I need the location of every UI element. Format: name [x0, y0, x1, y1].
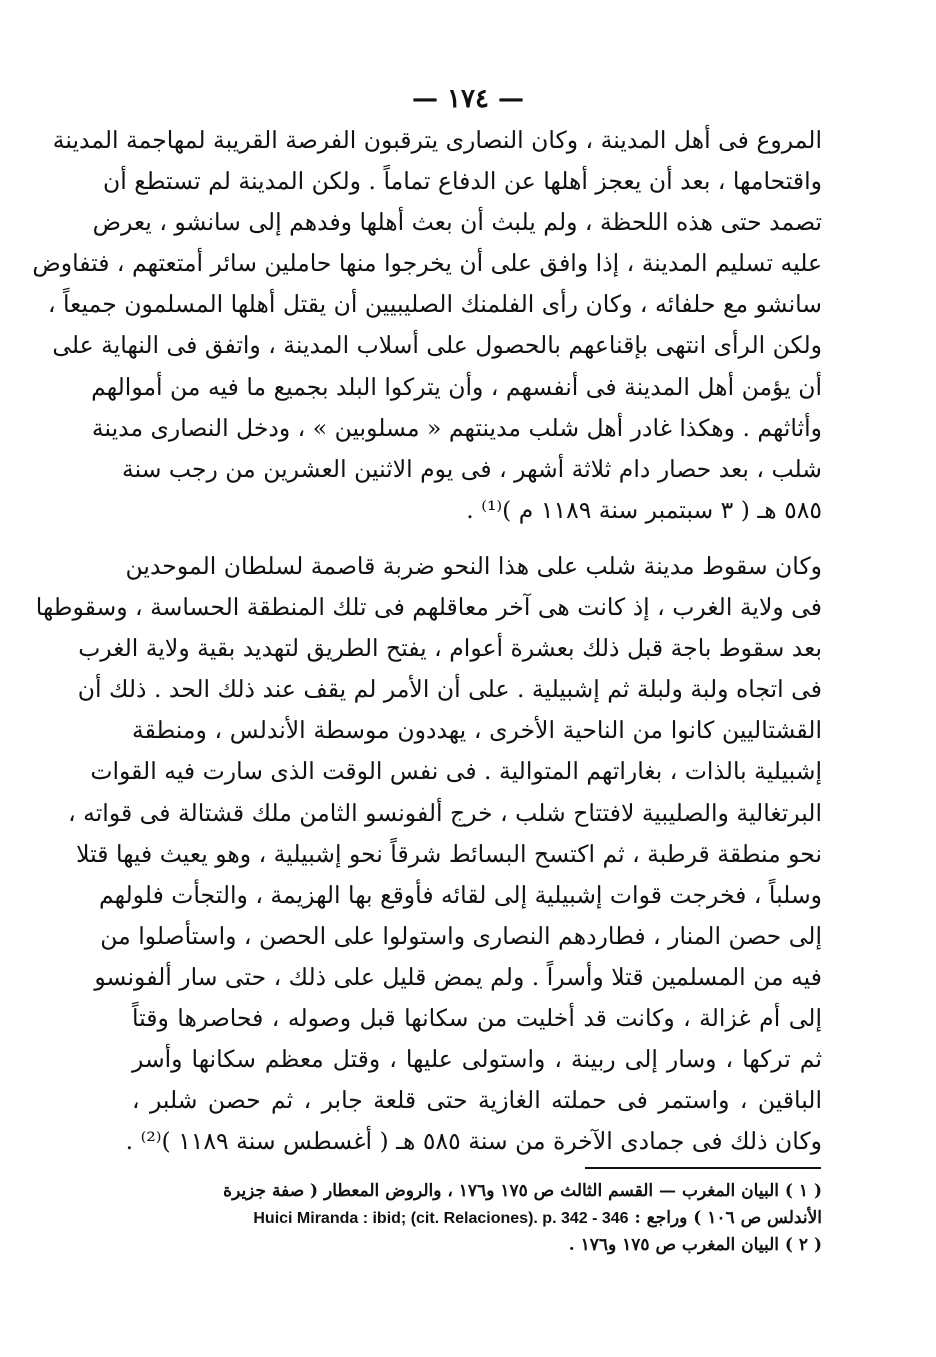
text-line: إلى حصن المنار ، فطاردهم النصارى واستولوا على الحصن ، واستأصلوا من — [100, 921, 822, 950]
footnote-1-line-1: ( ١ ) البيان المغرب — القسم الثالث ص ١٧٥ و١٧٦ ، والروض المعطار ( صفة جزيرة — [223, 1181, 822, 1201]
footnotes — [132, 1178, 822, 1259]
text-line: فى ولاية الغرب ، إذ كانت هى آخر معاقلهم فى تلك المنطقة الحساسة ، وسقوطها — [35, 593, 822, 622]
text-line: القشتاليين كانوا من الناحية الأخرى ، يهددون موسطة الأندلس ، ومنطقة — [132, 716, 822, 745]
text-line: وأثاثهم . وهكذا غادر أهل شلب مدينتهم « مسلوبين » ، ودخل النصارى مدينة — [91, 413, 822, 442]
text-line: وكان ذلك فى جمادى الآخرة من سنة ٥٨٥ هـ ( أغسطس سنة ١١٨٩ )⁽²⁾ . — [125, 1127, 822, 1156]
footnote-divider — [585, 1167, 821, 1169]
paragraph-2 — [35, 546, 823, 1162]
text-line: أن يؤمن أهل المدينة فى أنفسهم ، وأن يتركوا البلد بجميع ما فيه من أموالهم — [91, 372, 822, 401]
text-line: بعد سقوط باجة قبل ذلك بعشرة أعوام ، يفتح الطريق لتهديد بقية ولاية الغرب — [78, 634, 822, 663]
page-number: — ١٧٤ — — [411, 84, 525, 114]
footnote-1-latin-reference: Huici Miranda : ibid; (cit. Relaciones). p. 342 - 346 — [253, 1210, 629, 1227]
text-line: المروع فى أهل المدينة ، وكان النصارى يترقبون الفرصة القريبة لمهاجمة المدينة — [52, 126, 822, 154]
text-line: واقتحامها ، بعد أن يعجز أهلها عن الدفاع تماماً . ولكن المدينة لم تستطع أن — [102, 167, 822, 196]
footnote-2: ( ٢ ) البيان المغرب ص ١٧٥ و١٧٦ . — [568, 1235, 822, 1255]
footnote-1-line-2 — [132, 1205, 822, 1232]
text-line: إلى أم غزالة ، وكانت قد أخليت من سكانها قبل وصوله ، فحاصرها وقتاً — [132, 1004, 823, 1033]
text-line: نحو منطقة قرطبة ، ثم اكتسح البسائط شرقاً نحو إشبيلية ، وهو يعيث فيها قتلا — [76, 839, 822, 868]
text-line: تصمد حتى هذه اللحظة ، ولم يلبث أن بعث أهلها وفدهم إلى سانشو ، يعرض — [92, 208, 822, 237]
footnote-1-arabic: الأندلس ص ١٠٦ ) وراجع : — [634, 1208, 822, 1228]
text-line: عليه تسليم المدينة ، إذا وافق على أن يخرجوا منها حاملين سائر أمتعتهم ، فتفاوض — [32, 249, 822, 278]
text-line: فيه من المسلمين قتلا وأسراً . ولم يمض قليل على ذلك ، حتى سار ألفونسو — [94, 962, 822, 991]
text-line: الباقين ، واستمر فى حملته الغازية حتى قلعة جابر ، ثم حصن شلبر ، — [132, 1086, 822, 1115]
text-line: شلب ، بعد حصار دام ثلاثة أشهر ، فى يوم الاثنين العشرين من رجب سنة — [122, 454, 822, 483]
text-line: فى اتجاه ولبة ولبلة ثم إشبيلية . على أن الأمر لم يقف عند ذلك الحد . ذلك أن — [77, 675, 822, 704]
text-line: ولكن الرأى انتهى بإقناعهم بالحصول على أسلاب المدينة ، واتفق فى النهاية على — [52, 331, 822, 360]
text-line: وكان سقوط مدينة شلب على هذا النحو ضربة قاصمة لسلطان الموحدين — [125, 552, 822, 580]
text-line: وسلباً ، فخرجت قوات إشبيلية إلى لقائه فأوقع بها الهزيمة ، والتجأت فلولهم — [99, 880, 822, 909]
text-line: ٥٨٥ هـ ( ٣ سبتمبر سنة ١١٨٩ م )⁽¹⁾ . — [466, 495, 822, 524]
text-line: ثم تركها ، وسار إلى ربينة ، واستولى عليها ، وقتل معظم سكانها وأسر — [132, 1045, 822, 1074]
text-line: البرتغالية والصليبية لافتتاح شلب ، خرج ألفونسو الثامن ملك قشتالة فى قواته ، — [68, 798, 822, 827]
text-line: سانشو مع حلفائه ، وكان رأى الفلمنك الصليبيين أن يقتل أهلها المسلمون جميعاً ، — [47, 290, 822, 319]
paragraph-1 — [32, 120, 822, 531]
text-line: إشبيلية بالذات ، بغاراتهم المتوالية . فى نفس الوقت الذى سارت فيه القوات — [90, 757, 822, 786]
